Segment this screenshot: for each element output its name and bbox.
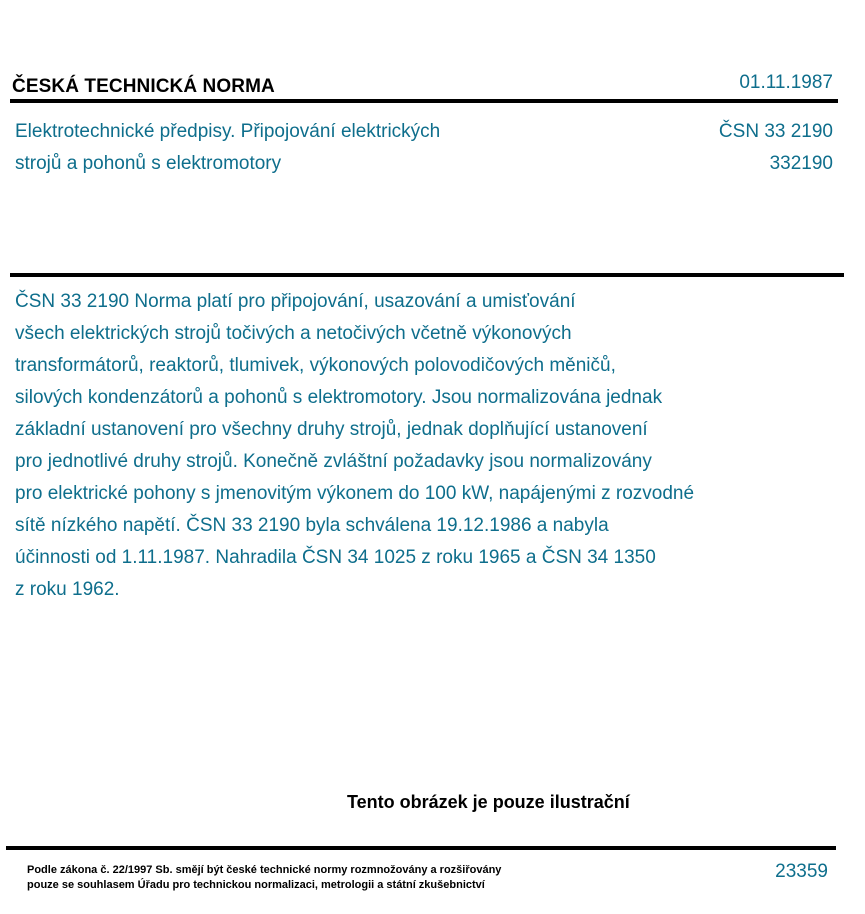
section-divider — [10, 273, 844, 277]
document-date: 01.11.1987 — [739, 72, 833, 93]
illustration-note: Tento obrázek je pouze ilustrační — [347, 792, 630, 812]
abstract-line: transformátorů, reaktorů, tlumivek, výkonových polovodičových měničů, — [15, 355, 616, 376]
standard-codes — [719, 116, 833, 180]
legal-notice-line: Podle zákona č. 22/1997 Sb. smějí být české technické normy rozmnožovány a rozšiřovány — [27, 864, 502, 876]
abstract-line: sítě nízkého napětí. ČSN 33 2190 byla schválena 19.12.1986 a nabyla — [15, 515, 609, 536]
standard-title — [15, 116, 440, 180]
document-header-title: ČESKÁ TECHNICKÁ NORMA — [12, 76, 275, 97]
abstract-text — [15, 286, 694, 606]
abstract-line: všech elektrických strojů točivých a netočivých včetně výkonových — [15, 323, 572, 344]
abstract-line: základní ustanovení pro všechny druhy strojů, jednak doplňující ustanovení — [15, 419, 648, 440]
standard-title-line: strojů a pohonů s elektromotory — [15, 153, 282, 174]
footer-divider — [6, 846, 836, 850]
classification-number: 332190 — [769, 153, 833, 174]
abstract-line: pro elektrické pohony s jmenovitým výkonem do 100 kW, napájenými z rozvodné — [15, 483, 695, 504]
abstract-line: z roku 1962. — [15, 579, 120, 600]
document-number: 23359 — [775, 861, 828, 882]
standard-title-line: Elektrotechnické předpisy. Připojování elektrických — [15, 121, 441, 142]
abstract-line: účinnosti od 1.11.1987. Nahradila ČSN 34 1025 z roku 1965 a ČSN 34 1350 — [15, 547, 656, 568]
abstract-line: silových kondenzátorů a pohonů s elektromotory. Jsou normalizována jednak — [15, 387, 663, 408]
header-divider — [10, 99, 838, 103]
abstract-line: ČSN 33 2190 Norma platí pro připojování, usazování a umisťování — [15, 291, 576, 312]
abstract-line: pro jednotlivé druhy strojů. Konečně zvláštní požadavky jsou normalizovány — [15, 451, 652, 472]
legal-notice-line: pouze se souhlasem Úřadu pro technickou normalizaci, metrologii a státní zkušebnictví — [27, 879, 485, 891]
standard-code: ČSN 33 2190 — [718, 121, 833, 142]
legal-notice — [27, 863, 501, 893]
